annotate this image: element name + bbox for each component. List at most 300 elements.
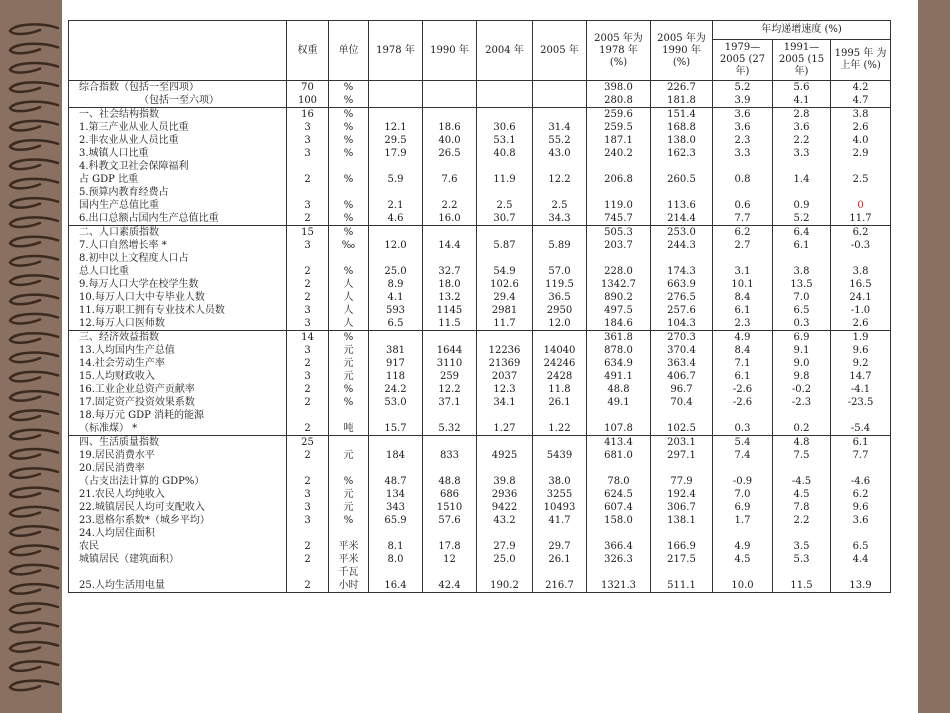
cell-v2005 [533,81,587,95]
table-row [69,160,891,173]
cell-v1978: 17.9 [369,147,423,160]
cell-r1990: 203.1 [651,436,713,450]
cell-v1990: 686 [423,488,477,501]
cell-g2: 4.1 [773,94,831,108]
cell-v1978: 25.0 [369,265,423,278]
cell-r1978: 187.1 [587,134,651,147]
cell-g2: 0.2 [773,422,831,436]
spiral-coil [10,468,58,478]
cell-v2004: 190.2 [477,579,533,593]
table-row [69,108,891,122]
cell-v2004: 11.9 [477,173,533,186]
cell-v2005: 26.1 [533,553,587,566]
cell-unit: 元 [329,449,369,462]
cell-weight [287,160,329,173]
spiral-coil [10,661,58,671]
cell-g2: -0.2 [773,383,831,396]
cell-r1990: 363.4 [651,357,713,370]
cell-unit: 元 [329,357,369,370]
cell-r1978: 203.7 [587,239,651,252]
cell-weight: 2 [287,396,329,409]
spiral-coil [10,430,58,440]
cell-v2004 [477,81,533,95]
cell-weight: 3 [287,199,329,212]
cell-v2004 [477,566,533,579]
cell-g1: 6.9 [713,501,773,514]
cell-g1: 0.6 [713,199,773,212]
cell-name: 8.初中以上文程度人口占 [69,252,287,265]
cell-unit: ‰ [329,239,369,252]
cell-g2: 11.5 [773,579,831,593]
cell-g3 [831,186,891,199]
cell-g3: 6.1 [831,436,891,450]
cell-g2: 5.6 [773,81,831,95]
spiral-coil [10,353,58,363]
cell-weight: 2 [287,265,329,278]
cell-r1978: 607.4 [587,501,651,514]
cell-r1990: 181.8 [651,94,713,108]
table-row [69,396,891,409]
header-1978: 1978 年 [369,21,423,81]
table-row [69,383,891,396]
cell-v1990 [423,108,477,122]
cell-g3: 6.5 [831,540,891,553]
cell-v2004 [477,94,533,108]
spiral-coil [10,256,58,266]
cell-v2005: 2428 [533,370,587,383]
table-row [69,436,891,450]
cell-r1978: 745.7 [587,212,651,226]
cell-unit: % [329,94,369,108]
spiral-coil [10,102,58,112]
cell-unit: % [329,383,369,396]
spiral-coil [10,314,58,324]
cell-r1990: 276.5 [651,291,713,304]
spiral-coil [10,507,58,517]
table-row [69,252,891,265]
table-row [69,134,891,147]
cell-g2: 6.5 [773,304,831,317]
table-row [69,527,891,540]
cell-v1978: 65.9 [369,514,423,527]
cell-v2004 [477,226,533,240]
table-row [69,317,891,331]
cell-r1978: 361.8 [587,331,651,345]
cell-name: 19.居民消费水平 [69,449,287,462]
cell-weight [287,186,329,199]
spiral-coil [10,488,58,498]
spiral-coil [10,160,58,170]
cell-v1990: 833 [423,449,477,462]
cell-r1990: 253.0 [651,226,713,240]
cell-g3: 7.7 [831,449,891,462]
table-row [69,121,891,134]
cell-r1990: 663.9 [651,278,713,291]
cell-r1990: 138.0 [651,134,713,147]
cell-g2: 4.5 [773,488,831,501]
cell-v2005: 41.7 [533,514,587,527]
cell-name: 1.第三产业从业人员比重 [69,121,287,134]
cell-v2004: 25.0 [477,553,533,566]
cell-name: 9.每万人口大学在校学生数 [69,278,287,291]
spiral-coil [10,526,58,536]
cell-v1990 [423,81,477,95]
cell-name: 11.每万职工拥有专业技术人员数 [69,304,287,317]
cell-v2004: 11.7 [477,317,533,331]
cell-name: 4.科教文卫社会保障福利 [69,160,287,173]
cell-name: （占支出法计算的 GDP%） [69,475,287,488]
cell-unit: 元 [329,370,369,383]
cell-r1978 [587,527,651,540]
cell-v2005: 216.7 [533,579,587,593]
cell-unit [329,186,369,199]
cell-v2005: 57.0 [533,265,587,278]
spiral-coil [10,82,58,92]
cell-v1990 [423,527,477,540]
cell-name: 15.人均财政收入 [69,370,287,383]
cell-v2005 [533,186,587,199]
cell-r1990: 113.6 [651,199,713,212]
cell-g3: 11.7 [831,212,891,226]
cell-g1 [713,462,773,475]
spiral-coil [10,217,58,227]
cell-v2005: 24246 [533,357,587,370]
cell-g3: -0.3 [831,239,891,252]
cell-g3: -4.1 [831,383,891,396]
cell-g2: 7.5 [773,449,831,462]
cell-v1978: 134 [369,488,423,501]
cell-v2004 [477,186,533,199]
cell-v1978: 593 [369,304,423,317]
cell-r1990: 270.3 [651,331,713,345]
cell-name: 总人口比重 [69,265,287,278]
cell-g3 [831,409,891,422]
cell-weight: 2 [287,212,329,226]
cell-v1978 [369,108,423,122]
cell-g2: 4.8 [773,436,831,450]
cell-r1978: 48.8 [587,383,651,396]
cell-unit [329,252,369,265]
cell-g3 [831,252,891,265]
spiral-coil [10,546,58,556]
cell-name: 国内生产总值比重 [69,199,287,212]
cell-v1978: 2.1 [369,199,423,212]
cell-v2004: 43.2 [477,514,533,527]
cell-weight: 3 [287,317,329,331]
cell-v1978 [369,409,423,422]
cell-unit [329,527,369,540]
cell-g3: 16.5 [831,278,891,291]
cell-g3: 3.8 [831,265,891,278]
table-row [69,278,891,291]
cell-g3 [831,527,891,540]
cell-r1990: 96.7 [651,383,713,396]
spiral-coil [10,584,58,594]
cell-g2: 6.9 [773,331,831,345]
cell-v1990 [423,462,477,475]
cell-weight: 16 [287,108,329,122]
cell-r1978: 78.0 [587,475,651,488]
cell-v1990: 2.2 [423,199,477,212]
cell-v1990: 3110 [423,357,477,370]
cell-g1: 3.9 [713,94,773,108]
cell-weight: 14 [287,331,329,345]
cell-v1978: 343 [369,501,423,514]
cell-weight: 2 [287,173,329,186]
table-row [69,370,891,383]
cell-r1990: 77.9 [651,475,713,488]
cell-v1990: 11.5 [423,317,477,331]
cell-r1990: 104.3 [651,317,713,331]
cell-v1978 [369,94,423,108]
header-ratio-1990: 2005 年为 1990 年 (%) [651,21,713,81]
cell-r1978 [587,186,651,199]
cell-v2004: 5.87 [477,239,533,252]
cell-g1: 7.1 [713,357,773,370]
cell-g3: 2.9 [831,147,891,160]
cell-v1978: 8.9 [369,278,423,291]
cell-g3: 4.7 [831,94,891,108]
cell-r1978: 206.8 [587,173,651,186]
cell-g1: -2.6 [713,383,773,396]
header-ratio-1978: 2005 年为 1978 年 (%) [587,21,651,81]
table-row [69,173,891,186]
table-row [69,94,891,108]
cell-name: 23.恩格尔系数*（城乡平均） [69,514,287,527]
cell-weight [287,462,329,475]
cell-r1990: 244.3 [651,239,713,252]
cell-v2004 [477,527,533,540]
cell-v2004: 39.8 [477,475,533,488]
cell-name: 城镇居民（建筑面积） [69,553,287,566]
cell-v1978: 6.5 [369,317,423,331]
cell-v1978: 118 [369,370,423,383]
cell-g3: -4.6 [831,475,891,488]
cell-r1990 [651,409,713,422]
cell-unit [329,462,369,475]
cell-g1: 0.3 [713,422,773,436]
header-name-cell [69,21,287,81]
cell-unit: 平米 [329,553,369,566]
cell-unit: 小时 [329,579,369,593]
cell-g1: 5.2 [713,81,773,95]
cell-g2: 2.8 [773,108,831,122]
table-body [69,81,891,593]
cell-g2: 6.1 [773,239,831,252]
cell-unit: 人 [329,317,369,331]
cell-weight: 2 [287,449,329,462]
cell-r1978: 505.3 [587,226,651,240]
cell-g2 [773,462,831,475]
spiral-coil [10,237,58,247]
cell-r1978 [587,252,651,265]
cell-name: 14.社会劳动生产率 [69,357,287,370]
cell-g1: 8.4 [713,344,773,357]
cell-name: 25.人均生活用电量 [69,579,287,593]
cell-name [69,566,287,579]
statistics-sheet [68,20,890,680]
cell-g2: 2.2 [773,134,831,147]
cell-g3: 9.2 [831,357,891,370]
cell-unit [329,409,369,422]
header-growth-15y: 1991— 2005 (15 年) [773,40,831,81]
spiral-coil [10,333,58,343]
cell-unit: 人 [329,291,369,304]
cell-v2005: 5439 [533,449,587,462]
cell-g2 [773,186,831,199]
cell-g3 [831,566,891,579]
table-row [69,212,891,226]
cell-r1978: 107.8 [587,422,651,436]
cell-r1978: 240.2 [587,147,651,160]
cell-v2005: 3255 [533,488,587,501]
cell-v1978: 184 [369,449,423,462]
cell-r1990: 257.6 [651,304,713,317]
cell-v1990: 259 [423,370,477,383]
cell-g2: 5.2 [773,212,831,226]
spiral-coil [10,121,58,131]
cell-name: 5.预算内教育经费占 [69,186,287,199]
cell-v1990 [423,331,477,345]
cell-v1990: 16.0 [423,212,477,226]
cell-g1: 2.3 [713,317,773,331]
cell-v1990: 14.4 [423,239,477,252]
cell-unit: % [329,514,369,527]
cell-v1990: 57.6 [423,514,477,527]
table-row [69,409,891,422]
cell-g3: 4.0 [831,134,891,147]
cell-unit: 吨 [329,422,369,436]
cell-v2004: 34.1 [477,396,533,409]
table-row [69,226,891,240]
cell-weight [287,409,329,422]
cell-weight: 2 [287,357,329,370]
cell-g1: 0.8 [713,173,773,186]
cell-v1978 [369,436,423,450]
cell-unit [329,160,369,173]
cell-v2004: 2981 [477,304,533,317]
cell-g3: 2.6 [831,121,891,134]
cell-v2004: 27.9 [477,540,533,553]
header-weight: 权重 [287,21,329,81]
cell-r1990: 511.1 [651,579,713,593]
cell-weight: 3 [287,488,329,501]
cell-name: 18.每万元 GDP 消耗的能源 [69,409,287,422]
cell-v2005: 36.5 [533,291,587,304]
cell-v1990: 42.4 [423,579,477,593]
cell-unit: % [329,147,369,160]
spiral-coil [10,198,58,208]
spiral-coil [10,44,58,54]
cell-r1990: 226.7 [651,81,713,95]
cell-v1990: 5.32 [423,422,477,436]
cell-unit: 元 [329,488,369,501]
cell-v2004: 9422 [477,501,533,514]
table-row [69,475,891,488]
cell-v1978 [369,331,423,345]
cell-unit: 元 [329,344,369,357]
cell-v1990 [423,566,477,579]
cell-r1990 [651,186,713,199]
cell-v1978: 29.5 [369,134,423,147]
cell-name: 13.人均国内生产总值 [69,344,287,357]
cell-name: 10.每万人口大中专毕业人数 [69,291,287,304]
cell-g1: 1.7 [713,514,773,527]
cell-v2005: 12.0 [533,317,587,331]
cell-g2: 6.4 [773,226,831,240]
cell-v1978: 53.0 [369,396,423,409]
cell-r1990: 370.4 [651,344,713,357]
cell-r1990 [651,160,713,173]
cell-g2: 7.8 [773,501,831,514]
cell-r1990 [651,566,713,579]
table-row [69,422,891,436]
cell-unit: % [329,331,369,345]
cell-g2 [773,409,831,422]
cell-g1: 5.4 [713,436,773,450]
table-row [69,291,891,304]
cell-g1: -0.9 [713,475,773,488]
cell-g2: 3.8 [773,265,831,278]
cell-weight: 3 [287,239,329,252]
spiral-coil [10,275,58,285]
cell-v1978 [369,566,423,579]
cell-r1990: 306.7 [651,501,713,514]
cell-v2005 [533,436,587,450]
cell-name: 2.非农业从业人员比重 [69,134,287,147]
cell-r1978: 497.5 [587,304,651,317]
cell-v2005: 55.2 [533,134,587,147]
cell-v2004 [477,160,533,173]
cell-r1990: 138.1 [651,514,713,527]
cell-unit: % [329,212,369,226]
cell-v2004: 21369 [477,357,533,370]
cell-v1990: 26.5 [423,147,477,160]
table-row [69,331,891,345]
cell-unit: 千瓦 [329,566,369,579]
cell-name: 20.居民消费率 [69,462,287,475]
cell-v2004 [477,331,533,345]
cell-g3: -5.4 [831,422,891,436]
cell-v1978 [369,252,423,265]
cell-g1: 7.0 [713,488,773,501]
cell-r1978: 49.1 [587,396,651,409]
cell-v2005 [533,252,587,265]
cell-v2005: 26.1 [533,396,587,409]
spiral-coil [10,603,58,613]
table-row [69,488,891,501]
cell-v2004: 30.6 [477,121,533,134]
cell-g2: 3.6 [773,121,831,134]
header-growth-27y: 1979— 2005 (27 年) [713,40,773,81]
cell-unit: % [329,81,369,95]
cell-v2005 [533,462,587,475]
cell-v1978: 12.0 [369,239,423,252]
cell-r1990: 162.3 [651,147,713,160]
cell-v2005 [533,331,587,345]
cell-v1978: 12.1 [369,121,423,134]
cell-g2: -4.5 [773,475,831,488]
cell-g1: 3.3 [713,147,773,160]
cell-r1978 [587,409,651,422]
cell-g1: 3.1 [713,265,773,278]
cell-v1978: 4.6 [369,212,423,226]
cell-weight: 3 [287,514,329,527]
cell-r1978: 1321.3 [587,579,651,593]
spiral-coil [10,295,58,305]
cell-name: 3.城镇人口比重 [69,147,287,160]
cell-v2004 [477,409,533,422]
